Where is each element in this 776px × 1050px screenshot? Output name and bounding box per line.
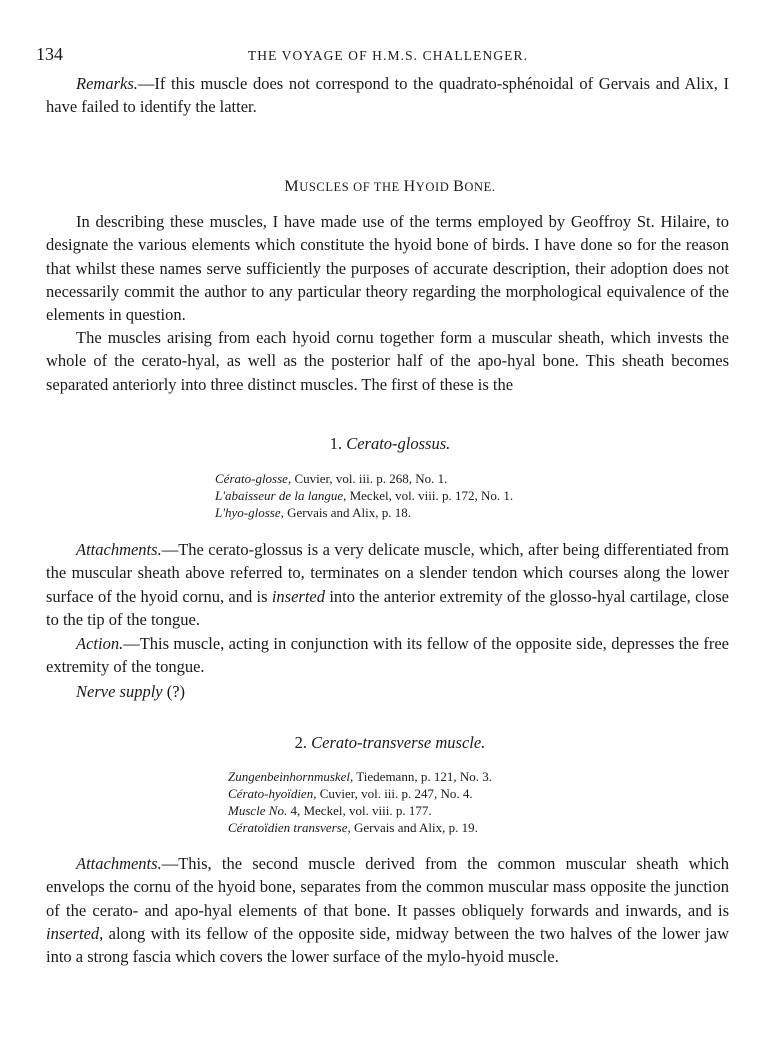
muscle-2-number: 2.	[294, 733, 308, 752]
intro-paragraph-2: The muscles arising from each hyoid cornu together form a muscular sheath, which invests the whole of the cerato-hyal, as well as the posterior half of the apo-hyal bone. This sheath becomes separated anteriorly into three distinct muscles. The first of these is the	[46, 328, 729, 394]
section-heading: MUSCLES OF THE HYOID BONE.	[284, 178, 496, 195]
reference-line: Muscle No. 4, Meckel, vol. viii. p. 177.	[228, 803, 432, 818]
reference-line: L'hyo-glosse, Gervais and Alix, p. 18.	[215, 505, 411, 520]
muscle-2-heading	[40, 733, 740, 753]
muscle-1-nerve-supply: Nerve supply (?)	[76, 682, 186, 701]
muscle-1-heading	[40, 434, 740, 454]
muscle-2-attachments: Attachments.—This, the second muscle derived from the common muscular sheath which envelops the cornu of the hyoid bone, separates from the common muscular mass opposite the junction of the cerato- and apo-hyal elements of that bone. It passes obliquely forwards and inwards, and is inserted, along with its fellow of the opposite side, midway between the two halves of the lower jaw into a strong fascia which covers the lower surface of the mylo-hyoid muscle.	[46, 854, 729, 967]
muscle-2-name: Cerato-transverse muscle.	[311, 733, 486, 752]
muscle-1-references	[215, 470, 513, 521]
reference-line: Zungenbeinhornmuskel, Tiedemann, p. 121, No. 3.	[228, 769, 492, 784]
remarks-label: Remarks.	[76, 74, 138, 93]
muscle-1-number: 1.	[329, 434, 343, 453]
remarks-paragraph	[46, 72, 729, 119]
reference-line: Cératoïdien transverse, Gervais and Alix, p. 19.	[228, 820, 478, 835]
reference-line: L'abaisseur de la langue, Meckel, vol. viii. p. 172, No. 1.	[215, 488, 514, 503]
muscle-1-name: Cerato-glossus.	[346, 434, 451, 453]
page-header	[36, 44, 740, 70]
remarks-text: —If this muscle does not correspond to the quadrato-sphénoidal of Gervais and Alix, I have failed to identify the latter.	[46, 74, 729, 117]
running-title: THE VOYAGE OF H.M.S. CHALLENGER.	[247, 48, 529, 63]
muscle-1-attachments: Attachments.—The cerato-glossus is a very delicate muscle, which, after being differentiated from the muscular sheath above referred to, terminates on a slender tendon which courses along the lower surface of the hyoid cornu, and is inserted into the anterior extremity of the glosso-hyal cartilage, close to the tip of the tongue.	[46, 540, 729, 629]
muscle-2-references	[228, 768, 492, 836]
page-number: 134	[36, 44, 63, 64]
muscle-1-action: Action.—This muscle, acting in conjunction with its fellow of the opposite side, depresses the free extremity of the tongue.	[46, 634, 729, 677]
reference-line: Cérato-glosse, Cuvier, vol. iii. p. 268, No. 1.	[215, 471, 448, 486]
intro-paragraph-1: In describing these muscles, I have made use of the terms employed by Geoffroy St. Hilaire, to designate the various elements which constitute the hyoid bone of birds. I have done so for the reason that whilst these names serve sufficiently the purposes of accurate description, their adoption does not necessarily commit the author to any particular theory regarding the morphological equivalence of the elements in question.	[46, 212, 729, 325]
reference-line: Cérato-hyoïdien, Cuvier, vol. iii. p. 247, No. 4.	[228, 786, 473, 801]
